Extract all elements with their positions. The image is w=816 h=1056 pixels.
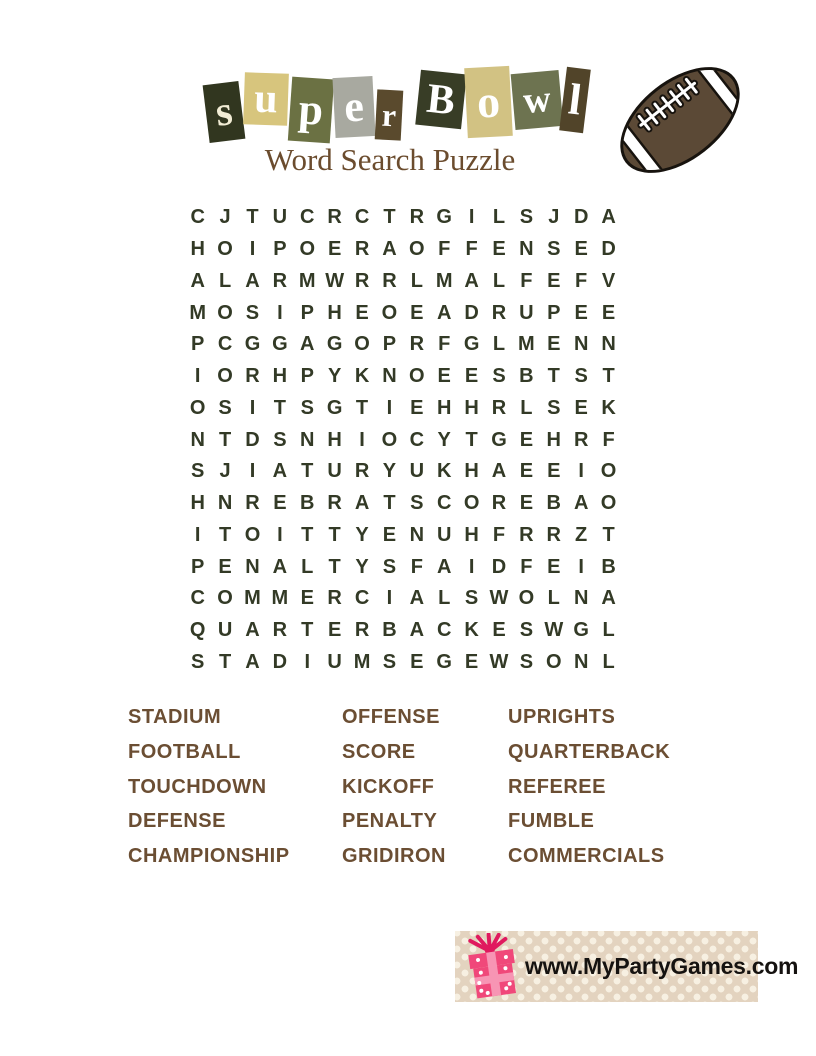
grid-cell: M xyxy=(353,650,371,673)
grid-cell: S xyxy=(574,365,588,388)
word-item: GRIDIRON xyxy=(342,845,446,868)
word-list-column xyxy=(128,700,342,874)
word-item: SCORE xyxy=(342,740,416,763)
grid-cell: T xyxy=(547,365,560,388)
grid-cell: R xyxy=(245,365,260,388)
grid-cell: D xyxy=(601,238,616,261)
word-item: QUARTERBACK xyxy=(508,740,671,763)
grid-cell: A xyxy=(436,301,452,324)
grid-cell: F xyxy=(575,269,588,292)
grid-cell: I xyxy=(578,555,584,578)
grid-cell: E xyxy=(410,396,424,419)
grid-cell: T xyxy=(273,396,286,419)
grid-cell: R xyxy=(519,523,534,546)
grid-cell: E xyxy=(410,650,424,673)
grid-cell: C xyxy=(217,333,233,356)
grid-cell: G xyxy=(436,206,452,229)
grid-cell: E xyxy=(574,396,588,419)
grid-cell: R xyxy=(409,206,425,229)
grid-cell: T xyxy=(465,428,478,451)
grid-cell: A xyxy=(409,619,425,642)
word-item: UPRIGHTS xyxy=(508,706,616,728)
grid-cell: E xyxy=(574,238,588,261)
grid-cell: D xyxy=(491,555,507,578)
grid-cell: Y xyxy=(437,428,451,451)
grid-cell: E xyxy=(300,587,314,610)
grid-cell: L xyxy=(301,555,314,578)
grid-cell: O xyxy=(545,650,562,673)
grid-cell: S xyxy=(547,396,561,419)
grid-cell: V xyxy=(601,269,616,292)
grid-cell: I xyxy=(277,523,283,546)
grid-cell: L xyxy=(602,619,615,642)
grid-cell: A xyxy=(601,206,616,229)
grid-cell: R xyxy=(382,269,397,292)
grid-cell: T xyxy=(328,523,341,546)
grid-cell: N xyxy=(300,428,315,451)
grid-cell: P xyxy=(382,333,397,356)
grid-cell: I xyxy=(194,523,201,546)
grid-cell: P xyxy=(300,365,314,388)
grid-cell: E xyxy=(547,555,561,578)
grid-cell: S xyxy=(547,238,561,261)
grid-cell: R xyxy=(546,523,561,546)
word-item: STADIUM xyxy=(128,706,222,728)
grid-cell: E xyxy=(382,523,397,546)
grid-cell: P xyxy=(191,555,205,578)
grid-cell: D xyxy=(573,206,589,229)
grid-cell: L xyxy=(547,587,560,610)
grid-cell: O xyxy=(381,301,398,324)
grid-cell: K xyxy=(601,396,616,419)
grid-cell: C xyxy=(190,206,205,229)
grid-cell: E xyxy=(492,238,506,261)
grid-cell: A xyxy=(409,587,425,610)
title-tile: u xyxy=(243,72,289,126)
grid-cell: O xyxy=(217,238,233,261)
grid-cell: E xyxy=(464,650,479,673)
grid-cell: B xyxy=(546,492,561,515)
title-tile: r xyxy=(375,89,404,140)
grid-cell: G xyxy=(272,333,288,356)
grid-cell: F xyxy=(465,238,478,261)
grid-cell: O xyxy=(600,460,617,483)
grid-cell: E xyxy=(464,365,479,388)
grid-cell: S xyxy=(410,492,424,515)
title-tile: l xyxy=(559,67,591,133)
grid-cell: F xyxy=(410,555,423,578)
gift-icon xyxy=(463,933,523,1001)
grid-cell: I xyxy=(249,238,256,261)
grid-cell: L xyxy=(438,587,451,610)
grid-cell: C xyxy=(354,206,370,229)
grid-cell: S xyxy=(492,365,506,388)
grid-cell: A xyxy=(245,269,260,292)
grid-cell: M xyxy=(298,269,316,292)
grid-cell: S xyxy=(382,650,397,673)
grid-cell: J xyxy=(548,206,560,229)
grid-cell: E xyxy=(547,333,561,356)
grid-cell: C xyxy=(436,619,452,642)
grid-cell: R xyxy=(272,269,288,292)
grid-cell: S xyxy=(519,619,534,642)
grid-cell: E xyxy=(437,365,451,388)
grid-cell: R xyxy=(354,619,370,642)
grid-cell: A xyxy=(436,555,452,578)
grid-cell: E xyxy=(273,492,287,515)
grid-cell: A xyxy=(245,650,260,673)
word-item: OFFENSE xyxy=(342,706,440,728)
grid-cell: T xyxy=(355,396,369,419)
grid-cell: O xyxy=(463,492,480,515)
grid-cell: R xyxy=(491,492,507,515)
grid-cell: O xyxy=(189,396,206,419)
grid-cell: F xyxy=(438,333,451,356)
grid-cell: Z xyxy=(575,523,588,546)
grid-cell: R xyxy=(327,492,342,515)
grid-cell: D xyxy=(245,428,260,451)
title-tile: p xyxy=(288,77,334,144)
grid-cell: L xyxy=(492,206,506,229)
grid-cell: G xyxy=(491,428,507,451)
grid-cell: B xyxy=(601,555,616,578)
grid-cell: C xyxy=(354,587,370,610)
grid-cell: S xyxy=(191,460,205,483)
grid-cell: M xyxy=(435,269,453,292)
word-list-column xyxy=(342,700,508,874)
grid-cell: R xyxy=(327,206,342,229)
grid-cell: U xyxy=(327,460,342,483)
grid-cell: G xyxy=(244,333,261,356)
grid-cell: P xyxy=(273,238,287,261)
word-item: COMMERCIALS xyxy=(508,845,665,868)
grid-cell: N xyxy=(573,650,589,673)
grid-cell: F xyxy=(492,523,506,546)
grid-cell: R xyxy=(573,428,589,451)
title-tile: w xyxy=(511,70,564,130)
grid-cell: Y xyxy=(355,555,369,578)
grid-cell: A xyxy=(464,269,479,292)
grid-cell: S xyxy=(519,650,534,673)
grid-cell: F xyxy=(602,428,615,451)
grid-cell: G xyxy=(463,333,480,356)
grid-cell: N xyxy=(382,365,397,388)
grid-cell: A xyxy=(573,492,589,515)
grid-cell: C xyxy=(436,492,452,515)
word-item: REFEREE xyxy=(508,775,606,798)
grid-cell: I xyxy=(468,206,475,229)
grid-cell: L xyxy=(602,650,615,673)
title-tile: s xyxy=(203,81,246,143)
grid-cell: O xyxy=(354,333,370,356)
grid-cell: G xyxy=(326,333,343,356)
grid-cell: L xyxy=(410,269,423,292)
grid-cell: R xyxy=(491,396,507,419)
grid-cell: T xyxy=(602,523,615,546)
grid-cell: I xyxy=(386,587,393,610)
grid-cell: A xyxy=(272,555,288,578)
grid-cell: S xyxy=(245,301,260,324)
grid-cell: U xyxy=(217,619,233,642)
grid-cell: N xyxy=(245,555,260,578)
grid-cell: R xyxy=(245,492,260,515)
grid-cell: S xyxy=(273,428,287,451)
grid-cell: W xyxy=(544,619,564,642)
word-item: FOOTBALL xyxy=(128,740,241,763)
grid-cell: A xyxy=(491,460,507,483)
grid-cell: R xyxy=(327,587,342,610)
grid-cell: R xyxy=(491,301,507,324)
title-tile: o xyxy=(464,66,513,138)
grid-cell: M xyxy=(244,587,261,610)
grid-cell: T xyxy=(301,619,314,642)
grid-cell: N xyxy=(573,587,589,610)
grid-cell: E xyxy=(547,269,561,292)
grid-cell: Y xyxy=(355,523,369,546)
grid-cell: A xyxy=(190,269,205,292)
word-item: FUMBLE xyxy=(508,810,595,833)
grid-cell: B xyxy=(519,365,534,388)
word-search-grid xyxy=(184,202,622,678)
grid-cell: R xyxy=(409,333,425,356)
grid-cell: S xyxy=(382,555,397,578)
grid-cell: I xyxy=(304,650,311,673)
grid-cell: N xyxy=(601,333,616,356)
grid-cell: I xyxy=(194,365,201,388)
grid-cell: T xyxy=(383,492,396,515)
grid-cell: A xyxy=(354,492,370,515)
grid-cell: E xyxy=(327,238,342,261)
grid-cell: R xyxy=(354,238,370,261)
grid-cell: F xyxy=(438,238,451,261)
grid-cell: O xyxy=(600,492,617,515)
grid-cell: E xyxy=(519,460,534,483)
grid-cell: N xyxy=(217,492,233,515)
grid-cell: T xyxy=(328,555,341,578)
grid-cell: M xyxy=(271,587,289,610)
footer-url: www.MyPartyGames.com xyxy=(525,953,799,979)
grid-cell: T xyxy=(301,460,314,483)
grid-cell: D xyxy=(272,650,288,673)
grid-cell: S xyxy=(300,396,314,419)
grid-cell: O xyxy=(217,587,233,610)
grid-cell: G xyxy=(326,396,343,419)
grid-cell: O xyxy=(217,365,233,388)
grid-cell: R xyxy=(272,619,288,642)
grid-cell: L xyxy=(492,333,506,356)
grid-cell: C xyxy=(409,428,425,451)
grid-cell: H xyxy=(436,396,452,419)
grid-cell: T xyxy=(246,206,259,229)
grid-cell: R xyxy=(354,269,370,292)
grid-cell: H xyxy=(272,365,288,388)
grid-cell: J xyxy=(219,206,231,229)
grid-cell: I xyxy=(277,301,283,324)
grid-cell: U xyxy=(519,301,534,324)
grid-cell: I xyxy=(359,428,365,451)
grid-cell: U xyxy=(436,523,452,546)
grid-cell: O xyxy=(244,523,261,546)
title-tile: e xyxy=(332,76,375,138)
grid-cell: K xyxy=(436,460,452,483)
grid-cell: H xyxy=(464,460,479,483)
grid-cell: L xyxy=(492,269,506,292)
grid-cell: A xyxy=(272,460,288,483)
grid-cell: M xyxy=(189,301,207,324)
grid-cell: E xyxy=(410,301,424,324)
grid-cell: B xyxy=(382,619,397,642)
grid-cell: H xyxy=(546,428,561,451)
grid-cell: T xyxy=(383,206,396,229)
grid-cell: F xyxy=(520,555,533,578)
grid-cell: S xyxy=(519,206,534,229)
grid-cell: N xyxy=(409,523,425,546)
grid-cell: E xyxy=(492,619,506,642)
grid-cell: U xyxy=(327,650,342,673)
grid-cell: S xyxy=(191,650,205,673)
grid-cell: U xyxy=(272,206,288,229)
grid-cell: Y xyxy=(382,460,397,483)
grid-cell: S xyxy=(218,396,232,419)
grid-cell: E xyxy=(355,301,369,324)
grid-cell: E xyxy=(519,428,534,451)
grid-cell: T xyxy=(218,650,232,673)
word-item: PENALTY xyxy=(342,810,438,833)
word-item: CHAMPIONSHIP xyxy=(128,845,290,868)
grid-cell: L xyxy=(218,269,232,292)
title-tile: B xyxy=(415,70,466,130)
grid-cell: N xyxy=(519,238,534,261)
grid-cell: K xyxy=(354,365,370,388)
grid-cell: O xyxy=(217,301,233,324)
grid-cell: J xyxy=(219,460,231,483)
title-super-bowl xyxy=(206,66,587,142)
grid-cell: E xyxy=(218,555,232,578)
grid-cell: H xyxy=(464,396,479,419)
grid-cell: C xyxy=(300,206,315,229)
grid-cell: A xyxy=(300,333,315,356)
grid-cell: W xyxy=(489,587,509,610)
grid-cell: G xyxy=(573,619,589,642)
grid-cell: H xyxy=(464,523,479,546)
word-item: KICKOFF xyxy=(342,775,435,798)
word-list xyxy=(128,700,728,874)
football-icon xyxy=(596,52,766,192)
grid-cell: T xyxy=(218,428,232,451)
grid-cell: T xyxy=(602,365,615,388)
grid-cell: H xyxy=(190,238,205,261)
grid-cell: D xyxy=(464,301,479,324)
footer-banner-link[interactable] xyxy=(455,931,799,1002)
grid-cell: N xyxy=(190,428,205,451)
grid-cell: F xyxy=(520,269,533,292)
grid-cell: C xyxy=(190,587,205,610)
grid-cell: E xyxy=(519,492,534,515)
grid-cell: T xyxy=(301,523,314,546)
grid-cell: N xyxy=(573,333,589,356)
grid-cell: P xyxy=(300,301,314,324)
grid-cell: E xyxy=(601,301,616,324)
grid-cell: O xyxy=(299,238,316,261)
grid-cell: W xyxy=(325,269,345,292)
grid-cell: H xyxy=(190,492,205,515)
grid-cell: O xyxy=(409,238,425,261)
grid-cell: I xyxy=(386,396,393,419)
grid-cell: P xyxy=(191,333,205,356)
grid-cell: I xyxy=(468,555,475,578)
word-item: DEFENSE xyxy=(128,810,226,833)
word-item: TOUCHDOWN xyxy=(128,775,267,798)
grid-cell: L xyxy=(520,396,533,419)
grid-cell: O xyxy=(381,428,398,451)
grid-cell: W xyxy=(489,650,509,673)
grid-cell: U xyxy=(409,460,425,483)
grid-cell: P xyxy=(547,301,561,324)
grid-cell: E xyxy=(574,301,588,324)
grid-cell: H xyxy=(327,428,342,451)
grid-cell: T xyxy=(218,523,232,546)
grid-cell: Y xyxy=(327,365,342,388)
grid-cell: K xyxy=(464,619,479,642)
grid-cell: E xyxy=(547,460,561,483)
grid-cell: A xyxy=(382,238,397,261)
grid-cell: M xyxy=(518,333,535,356)
grid-cell: E xyxy=(327,619,342,642)
grid-cell: G xyxy=(436,650,452,673)
grid-cell: A xyxy=(601,587,616,610)
grid-cell: S xyxy=(464,587,479,610)
grid-cell: Q xyxy=(189,619,206,642)
grid-cell: O xyxy=(518,587,535,610)
word-list-column xyxy=(508,700,728,874)
grid-cell: I xyxy=(249,460,256,483)
grid-cell: I xyxy=(578,460,584,483)
grid-cell: I xyxy=(249,396,256,419)
grid-cell: A xyxy=(245,619,260,642)
page-subtitle: Word Search Puzzle xyxy=(264,142,516,177)
grid-cell: R xyxy=(354,460,370,483)
grid-cell: H xyxy=(327,301,342,324)
grid-cell: B xyxy=(300,492,315,515)
grid-cell: O xyxy=(409,365,425,388)
